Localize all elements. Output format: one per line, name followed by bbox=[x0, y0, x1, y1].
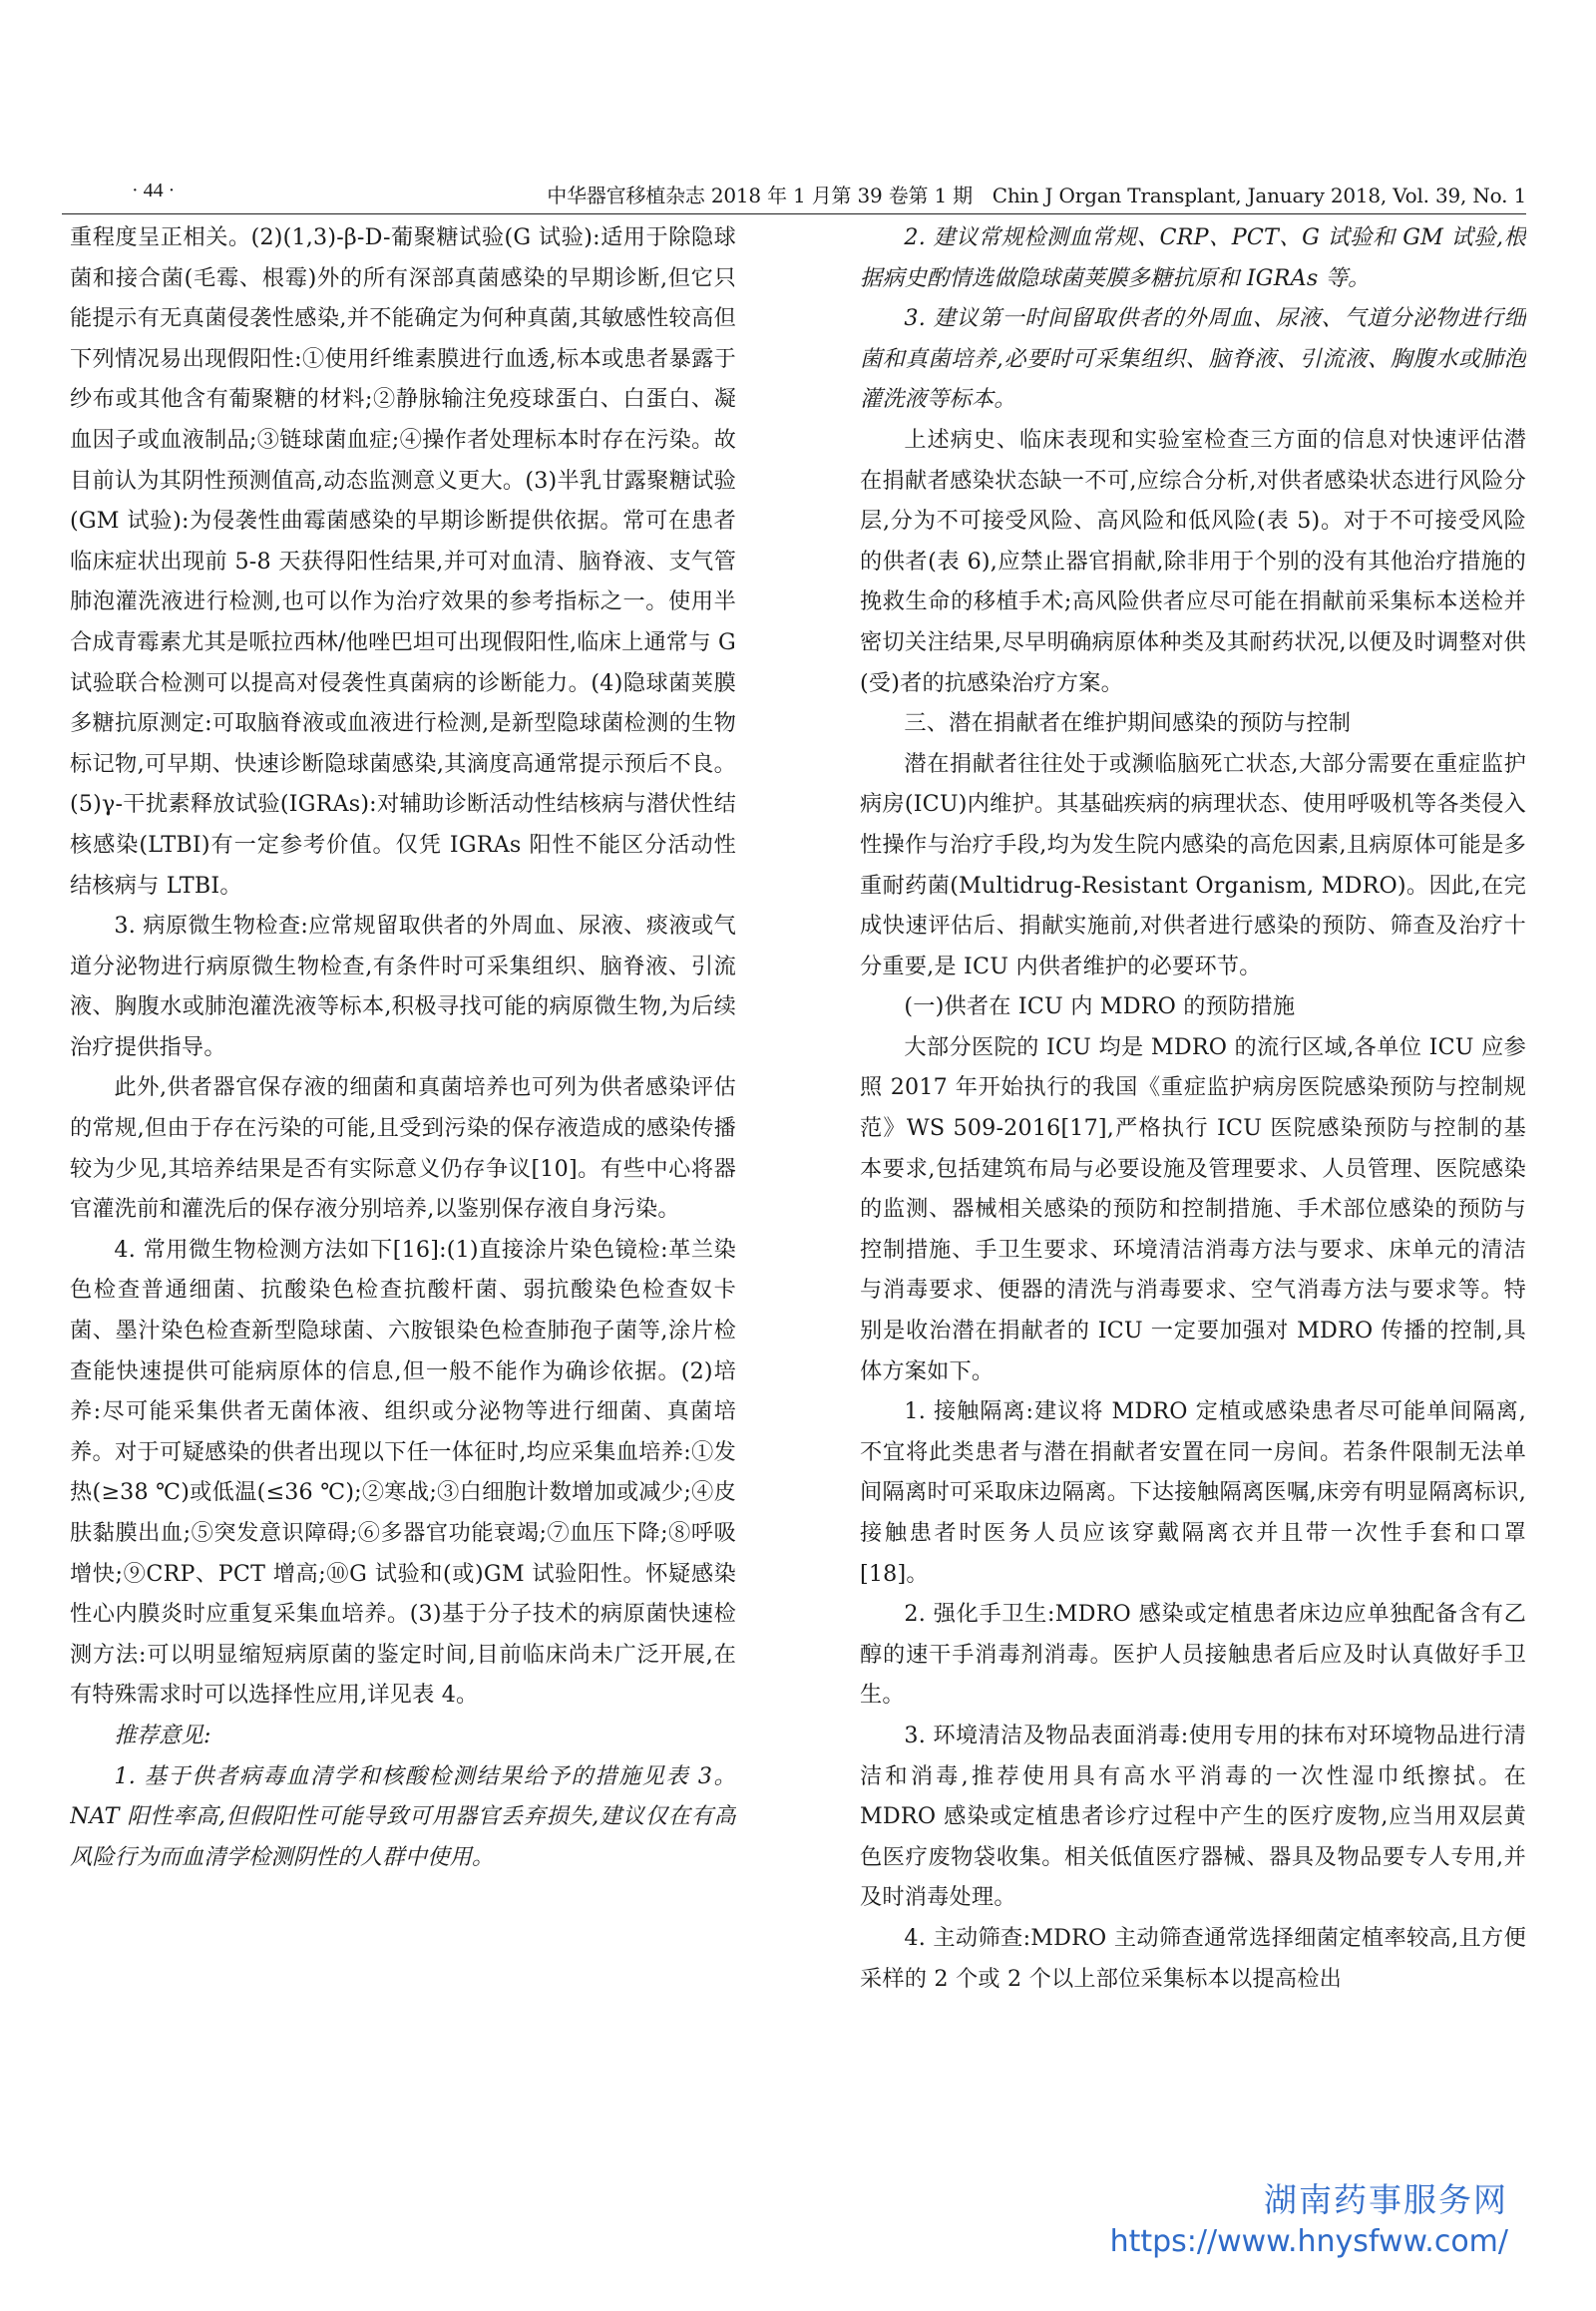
right-column bbox=[860, 217, 1526, 2252]
paragraph: 1. 接触隔离:建议将 MDRO 定植或感染患者尽可能单间隔离,不宜将此类患者与潜在捐献者安置在同一房间。若条件限制无法单间隔离时可采取床边隔离。下达接触隔离医嘱,床旁有明显隔离标识,接触患者时医务人员应该穿戴隔离衣并且带一次性手套和口罩[18]。 bbox=[860, 1398, 1526, 1587]
recommendation-heading: 推荐意见: bbox=[114, 1722, 211, 1748]
paragraph: 4. 主动筛查:MDRO 主动筛查通常选择细菌定植率较高,且方便采样的 2 个或 2 个以上部位采集标本以提高检出 bbox=[860, 1924, 1526, 1992]
page-number: · 44 · bbox=[132, 180, 176, 201]
section-heading: 三、潜在捐献者在维护期间感染的预防与控制 bbox=[904, 710, 1352, 737]
paragraph: 重程度呈正相关。(2)(1,3)-β-D-葡聚糖试验(G 试验):适用于除隐球菌和接合菌(毛霉、根霉)外的所有深部真菌感染的早期诊断,但它只能提示有无真菌侵袭性感染,并不能确定为何种真菌,其敏感性较高但下列情况易出现假阳性:①使用纤维素膜进行血透,标本或患者暴露于纱布或其他含有葡聚糖的材料;②静脉输注免疫球蛋白、白蛋白、凝血因子或血液制品;③链球菌血症;④操作者处理标本时存在污染。故目前认为其阴性预测值高,动态监测意义更大。(3)半乳甘露聚糖试验(GM 试验):为侵袭性曲霉菌感染的早期诊断提供依据。常可在患者临床症状出现前 5-8 天获得阳性结果,并可对血清、脑脊液、支气管肺泡灌洗液进行检测,也可以作为治疗效果的参考指标之一。使用半合成青霉素尤其是哌拉西林/他唑巴坦可出现假阳性,临床上通常与 G 试验联合检测可以提高对侵袭性真菌病的诊断能力。(4)隐球菌荚膜多糖抗原测定:可取脑脊液或血液进行检测,是新型隐球菌检测的生物标记物,可早期、快速诊断隐球菌感染,其滴度高通常提示预后不良。(5)γ-干扰素释放试验(IGRAs):对辅助诊断活动性结核病与潜伏性结核感染(LTBI)有一定参考价值。仅凭 IGRAs 阳性不能区分活动性结核病与 LTBI。 bbox=[70, 224, 736, 899]
paragraph: 4. 常用微生物检测方法如下[16]:(1)直接涂片染色镜检:革兰染色检查普通细菌、抗酸染色检查抗酸杆菌、弱抗酸染色检查奴卡菌、墨汁染色检查新型隐球菌、六胺银染色检查肺孢子菌等,涂片检查能快速提供可能病原体的信息,但一般不能作为确诊依据。(2)培养:尽可能采集供者无菌体液、组织或分泌物等进行细菌、真菌培养。对于可疑感染的供者出现以下任一体征时,均应采集血培养:①发热(≥38 ℃)或低温(≤36 ℃);②寒战;③白细胞计数增加或减少;④皮肤黏膜出血;⑤突发意识障碍;⑥多器官功能衰竭;⑦血压下降;⑧呼吸增快;⑨CRP、PCT 增高;⑩G 试验和(或)GM 试验阳性。怀疑感染性心内膜炎时应重复采集血培养。(3)基于分子技术的病原菌快速检测方法:可以明显缩短病原菌的鉴定时间,目前临床尚未广泛开展,在有特殊需求时可以选择性应用,详见表 4。 bbox=[70, 1236, 736, 1709]
paragraph: 2. 强化手卫生:MDRO 感染或定植患者床边应单独配备含有乙醇的速干手消毒剂消毒。医护人员接触患者后应及时认真做好手卫生。 bbox=[860, 1601, 1526, 1709]
paragraph: 此外,供者器官保存液的细菌和真菌培养也可列为供者感染评估的常规,但由于存在污染的可能,且受到污染的保存液造成的感染传播较为少见,其培养结果是否有实际意义仍存争议[10]。有些中心将器官灌洗前和灌洗后的保存液分别培养,以鉴别保存液自身污染。 bbox=[70, 1074, 736, 1223]
paragraph: 潜在捐献者往往处于或濒临脑死亡状态,大部分需要在重症监护病房(ICU)内维护。其基础疾病的病理状态、使用呼吸机等各类侵入性操作与治疗手段,均为发生院内感染的高危因素,且病原体可能是多重耐药菌(Multidrug-Resistant Organism, MDRO)。因此,在完成快速评估后、捐献实施前,对供者进行感染的预防、筛查及治疗十分重要,是 ICU 内供者维护的必要环节。 bbox=[860, 750, 1526, 979]
recommendation: 1. 基于供者病毒血清学和核酸检测结果给予的措施见表 3。NAT 阳性率高,但假阳性可能导致可用器官丢弃损失,建议仅在有高风险行为而血清学检测阴性的人群中使用。 bbox=[70, 1762, 736, 1870]
watermark-title: 湖南药事服务网 bbox=[1264, 2180, 1508, 2219]
paragraph: 3. 病原微生物检查:应常规留取供者的外周血、尿液、痰液或气道分泌物进行病原微生物检查,有条件时可采集组织、脑脊液、引流液、胸腹水或肺泡灌洗液等标本,积极寻找可能的病原微生物,为后续治疗提供指导。 bbox=[70, 913, 736, 1060]
recommendation: 3. 建议第一时间留取供者的外周血、尿液、气道分泌物进行细菌和真菌培养,必要时可采集组织、脑脊液、引流液、胸腹水或肺泡灌洗液等标本。 bbox=[860, 305, 1526, 413]
recommendation: 2. 建议常规检测血常规、CRP、PCT、G 试验和 GM 试验,根据病史酌情选做隐球菌荚膜多糖抗原和 IGRAs 等。 bbox=[860, 224, 1526, 291]
watermark bbox=[1110, 2178, 1508, 2262]
left-column bbox=[70, 217, 736, 2252]
page-header bbox=[62, 178, 1526, 214]
journal-citation: 中华器官移植杂志 2018 年 1 月第 39 卷第 1 期 Chin J Organ Transplant, January 2018, Vol. 39, No. 1 bbox=[547, 184, 1526, 207]
subsection-heading: (一)供者在 ICU 内 MDRO 的预防措施 bbox=[904, 993, 1296, 1020]
watermark-url[interactable]: https://www.hnysfww.com/ bbox=[1109, 2224, 1508, 2259]
paragraph: 大部分医院的 ICU 均是 MDRO 的流行区域,各单位 ICU 应参照 2017 年开始执行的我国《重症监护病房医院感染预防与控制规范》WS 509-2016[17],严格执行 ICU 医院感染预防与控制的基本要求,包括建筑布局与必要设施及管理要求、人员管理、医院感染的监测、器械相关感染的预防和控制措施、手术部位感染的预防与控制措施、手卫生要求、环境清洁消毒方法与要求、床单元的清洁与消毒要求、便器的清洗与消毒要求、空气消毒方法与要求等。特别是收治潜在捐献者的 ICU 一定要加强对 MDRO 传播的控制,具体方案如下。 bbox=[860, 1033, 1526, 1384]
paragraph: 上述病史、临床表现和实验室检查三方面的信息对快速评估潜在捐献者感染状态缺一不可,应综合分析,对供者感染状态进行风险分层,分为不可接受风险、高风险和低风险(表 5)。对于不可接受风险的供者(表 6),应禁止器官捐献,除非用于个别的没有其他治疗措施的挽救生命的移植手术;高风险供者应尽可能在捐献前采集标本送检并密切关注结果,尽早明确病原体种类及其耐药状况,以便及时调整对供(受)者的抗感染治疗方案。 bbox=[860, 426, 1526, 696]
paragraph: 3. 环境清洁及物品表面消毒:使用专用的抹布对环境物品进行清洁和消毒,推荐使用具有高水平消毒的一次性湿巾纸擦拭。在 MDRO 感染或定植患者诊疗过程中产生的医疗废物,应当用双层黄色医疗废物袋收集。相关低值医疗器械、器具及物品要专人专用,并及时消毒处理。 bbox=[860, 1722, 1526, 1911]
